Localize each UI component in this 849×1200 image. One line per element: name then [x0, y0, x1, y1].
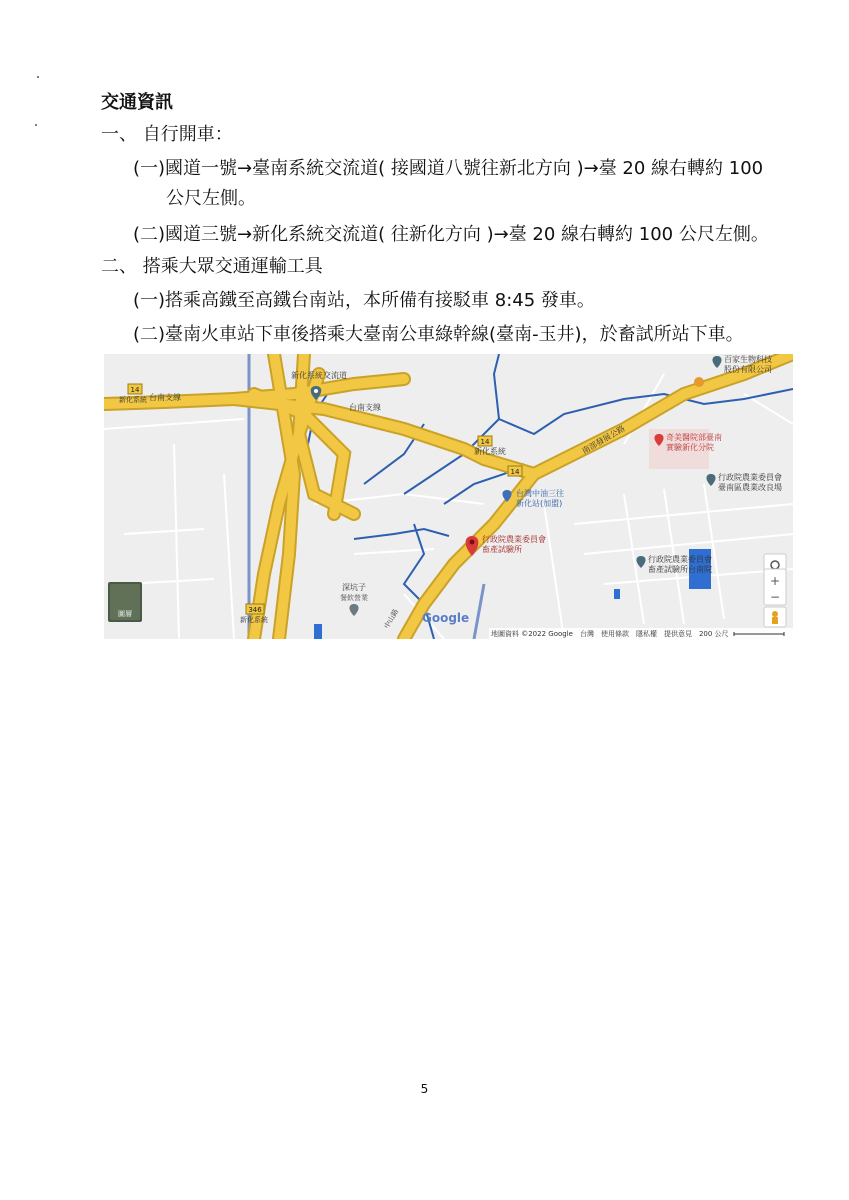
svg-text:圖層: 圖層 [118, 610, 132, 618]
section-2-label: 二、 搭乘大眾交通運輸工具 [101, 256, 323, 277]
page-number: 5 [420, 1082, 429, 1096]
shield-346 [246, 604, 264, 614]
svg-text:行政院農業委員會: 行政院農業委員會 [482, 535, 546, 544]
pegman-icon [772, 611, 778, 617]
shield-14-left [128, 384, 142, 394]
section-heading: 交通資訊 [101, 92, 173, 113]
svg-text:奇美醫院部臺南: 奇美醫院部臺南 [666, 433, 722, 442]
scan-speck [35, 124, 37, 126]
svg-text:台灣中油三往: 台灣中油三往 [516, 489, 564, 498]
svg-text:實驗新化分院: 實驗新化分院 [666, 443, 714, 452]
svg-text:餐飲營業: 餐飲營業 [340, 594, 368, 602]
svg-text:14: 14 [510, 468, 520, 476]
xinhua-system-bottom-label: 新化系統 [240, 616, 268, 624]
zhongshan-road-label: 中山路 [382, 607, 401, 630]
svg-text:畜產試驗所台南院: 畜產試驗所台南院 [648, 565, 712, 574]
tainan-branch-right-label: 台南支線 [349, 403, 381, 412]
layers-button[interactable] [108, 582, 142, 622]
svg-text:臺南區農業改良場: 臺南區農業改良場 [718, 483, 782, 492]
item-1a-continuation: 公尺左側。 [166, 188, 256, 209]
shield-14-mid [478, 436, 492, 446]
zoom-out-button[interactable]: − [769, 590, 781, 604]
item-1b-text: (二)國道三號→新化系統交流道( 往新化方向 )→臺 20 線右轉約 100 公尺左側。 [133, 224, 769, 245]
svg-text:新化站(加盟): 新化站(加盟) [516, 499, 563, 508]
interchange-label: 新化系統交流道 [291, 371, 347, 380]
svg-text:深坑子: 深坑子 [342, 583, 366, 592]
xinhua-system-left-label: 新化系統 [119, 396, 147, 404]
road-label: 南部發展公路 [580, 423, 627, 456]
section-1-label: 一、 自行開車： [101, 124, 233, 145]
svg-text:股份有限公司: 股份有限公司 [724, 365, 772, 374]
svg-text:346: 346 [248, 606, 262, 614]
map-controls [764, 554, 786, 627]
xinhua-system-mid-label: 新化系統 [474, 447, 506, 456]
orange-poi-icon [694, 377, 704, 387]
svg-text:畜產試驗所: 畜產試驗所 [482, 545, 522, 554]
item-1a-text: (一)國道一號→臺南系統交流道( 接國道八號往新北方向 )→臺 20 線右轉約 100 [133, 158, 764, 179]
google-logo: Google [422, 611, 470, 625]
attribution-text[interactable]: 地圖資料 ©2022 Google 台灣 使用條款 隱私權 提供意見 200 公尺 [491, 630, 729, 638]
item-2a-text: (一)搭乘高鐵至高鐵台南站，本所備有接駁車 8:45 發車。 [133, 290, 595, 311]
location-map[interactable] [104, 354, 793, 639]
tainan-branch-left-label: 台南支線 [149, 393, 181, 402]
svg-text:行政院農業委員會: 行政院農業委員會 [648, 555, 712, 564]
svg-text:14: 14 [480, 438, 490, 446]
svg-text:百家生物科技: 百家生物科技 [724, 355, 772, 364]
scan-speck [37, 76, 39, 78]
svg-text:行政院農業委員會: 行政院農業委員會 [718, 473, 782, 482]
shield-14-right [508, 466, 522, 476]
svg-text:14: 14 [130, 386, 140, 394]
item-2b-text: (二)臺南火車站下車後搭乘大臺南公車綠幹線(臺南-玉井)，於畜試所站下車。 [133, 324, 744, 345]
zoom-in-button[interactable]: + [769, 574, 781, 588]
